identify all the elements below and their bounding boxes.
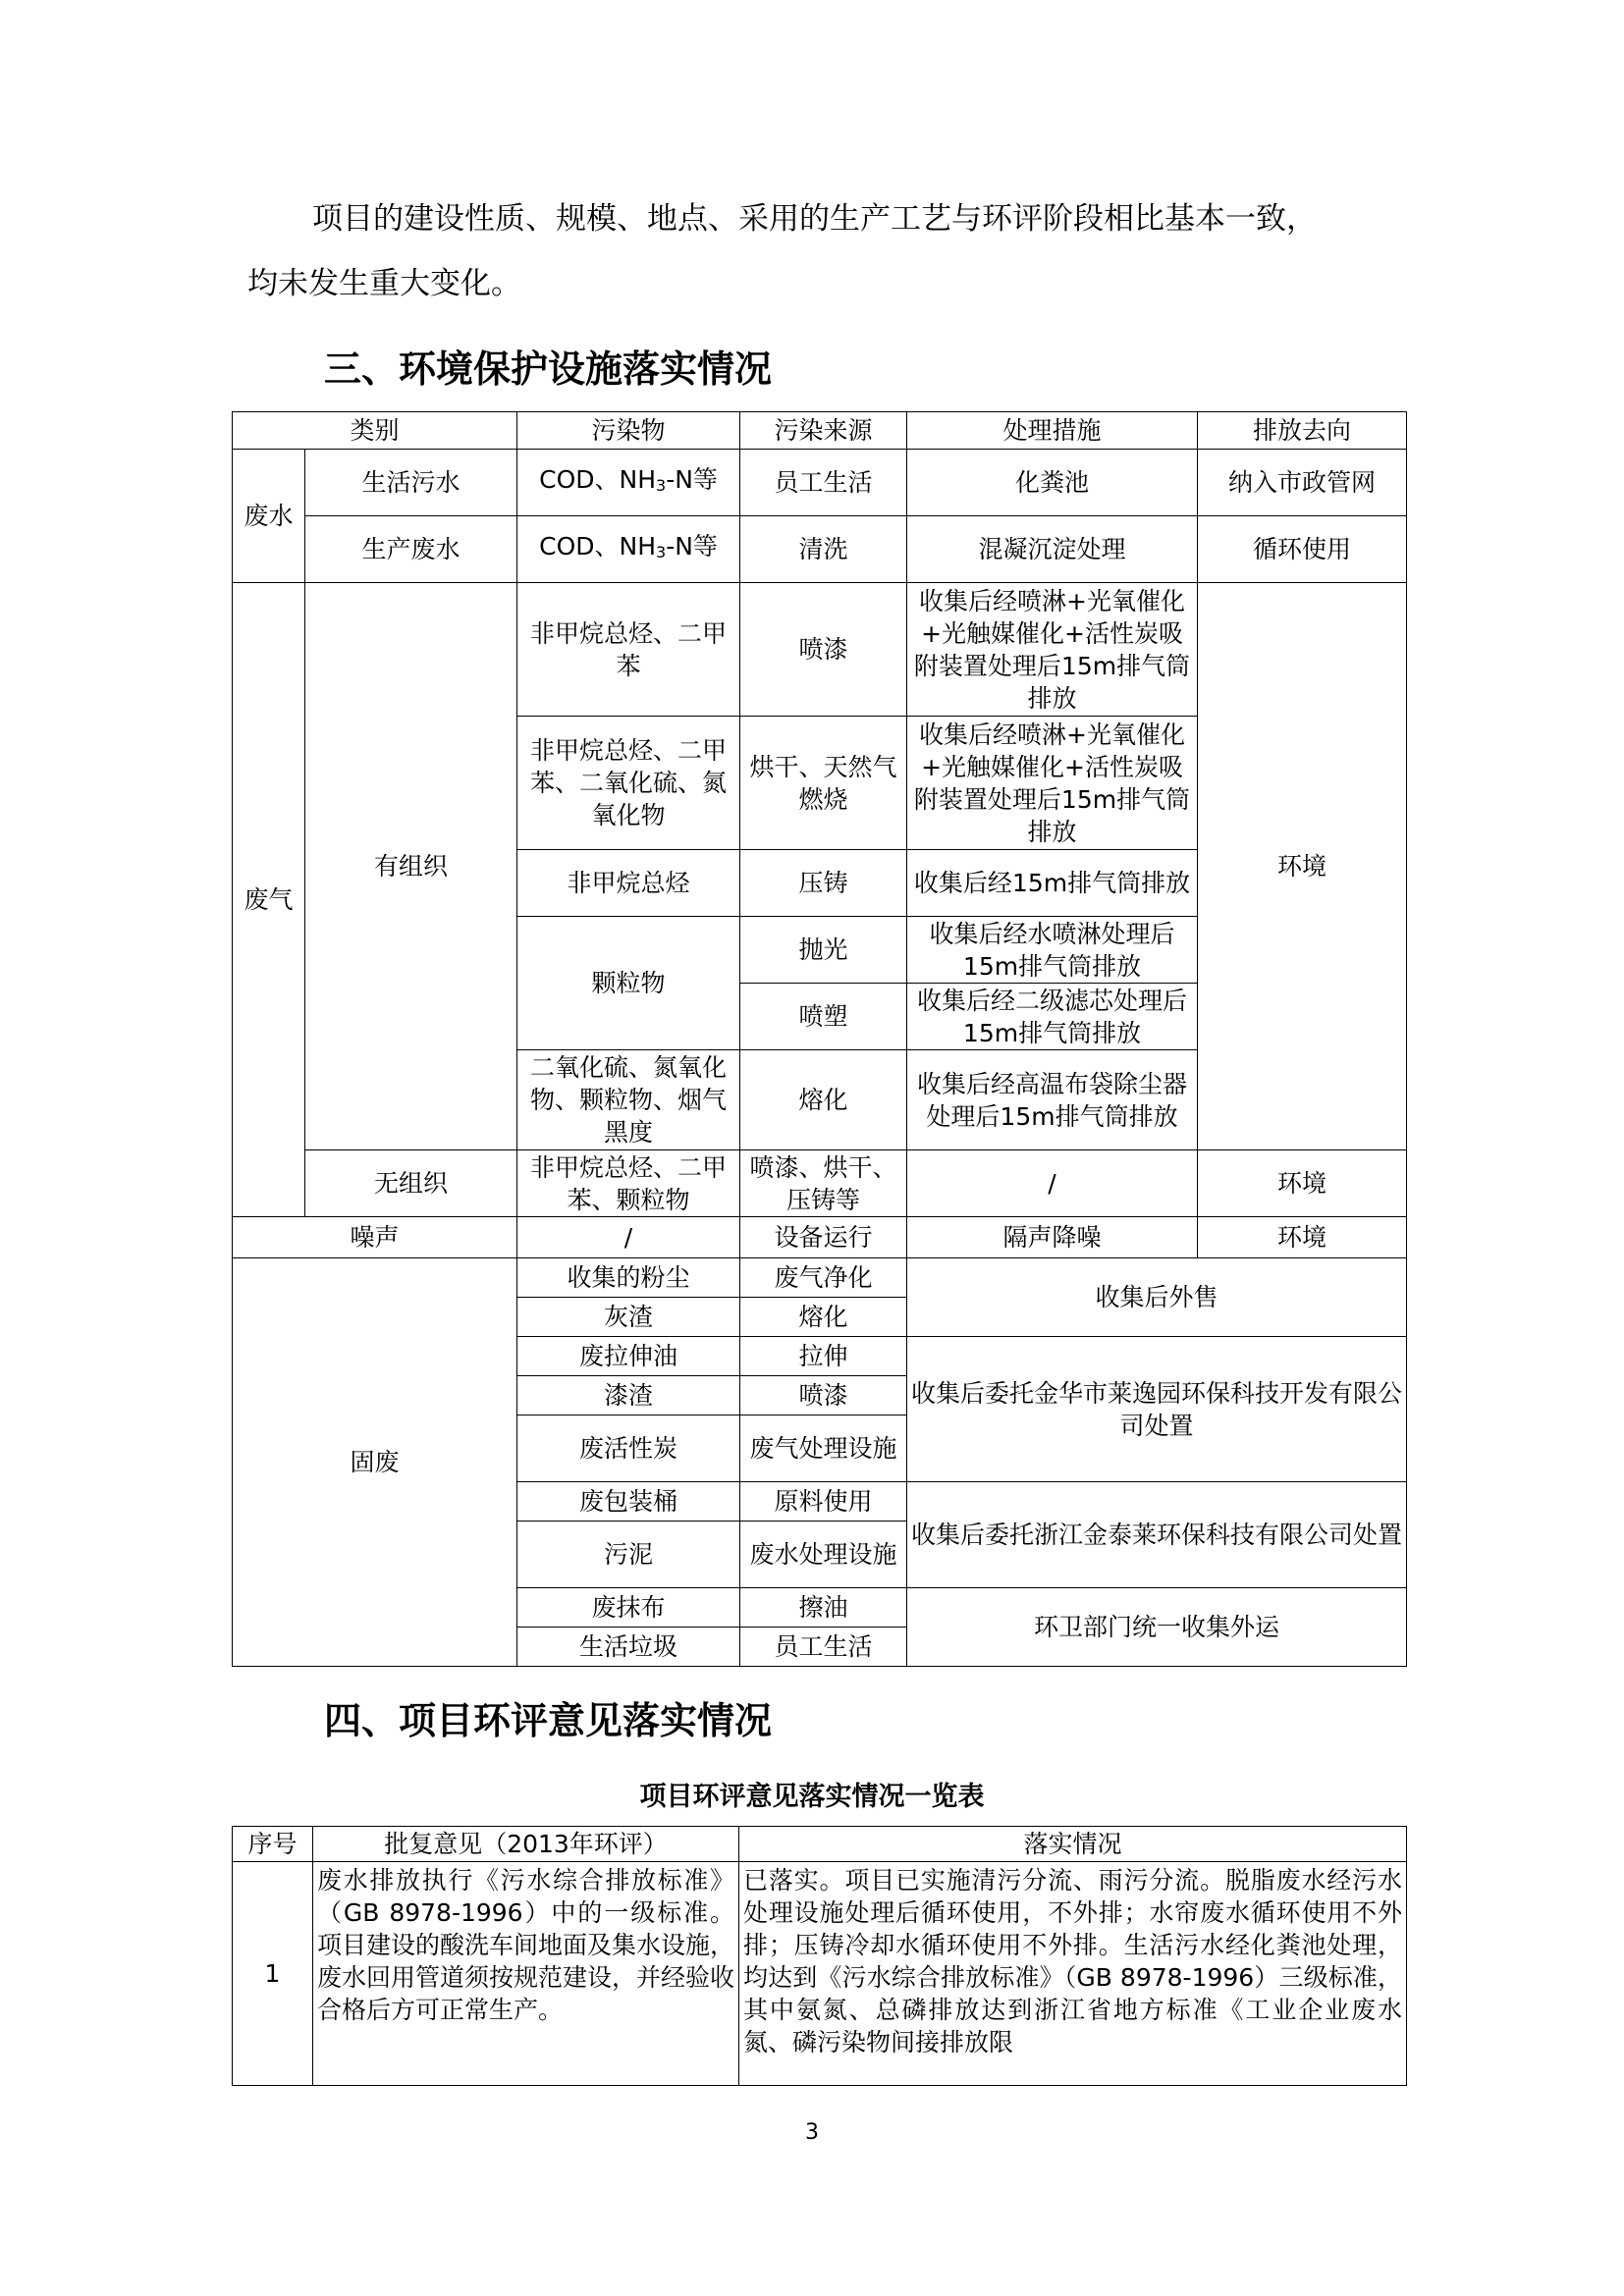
wastewater-source: 员工生活 [740,450,907,516]
wastewater-pollutant: COD、$NH_3-N$等 [517,516,740,583]
category-exhaust: 废气 [233,583,305,1217]
solid-source: 原料使用 [740,1482,907,1522]
table-header-row [233,1827,1407,1862]
row-opinion: 废水排放执行《污水综合排放标准》（GB 8978-1996）中的一级标准。项目建设的酸洗车间地面及集水设施，废水回用管道须按规范建设，并经验收合格后方可正常生产。 [313,1862,739,2086]
solid-source: 废气净化 [740,1258,907,1298]
exhaust-pollutant: 非甲烷总烃、二甲苯、颗粒物 [517,1150,740,1217]
header-category: 类别 [233,412,517,450]
eia-opinions-table [232,1826,1407,2086]
solid-source: 员工生活 [740,1628,907,1667]
exhaust-measure: 收集后经高温布袋除尘器处理后15m排气筒排放 [907,1050,1198,1150]
table-2-caption: 项目环评意见落实情况一览表 [639,1782,985,1812]
intro-line-2: 均未发生重大变化。 [247,266,521,301]
category-noise: 噪声 [233,1217,517,1258]
solid-disposal: 收集后委托浙江金泰莱环保科技有限公司处置 [907,1482,1407,1588]
exhaust-source: 熔化 [740,1050,907,1150]
page-number: 3 [805,2120,819,2145]
wastewater-pollutant: COD、$NH_3-N$等 [517,450,740,516]
env-facilities-table [232,411,1407,1667]
exhaust-measure: 收集后经15m排气筒排放 [907,850,1198,917]
solid-disposal: 收集后委托金华市莱逸园环保科技开发有限公司处置 [907,1337,1407,1482]
exhaust-source: 喷塑 [740,984,907,1050]
table-row [233,1150,1407,1217]
exhaust-measure: / [907,1150,1198,1217]
solid-disposal: 环卫部门统一收集外运 [907,1588,1407,1667]
intro-paragraph [247,187,1406,316]
exhaust-source: 喷漆、烘干、压铸等 [740,1150,907,1217]
solid-pollutant: 废抹布 [517,1588,740,1628]
table-row [233,1862,1407,2086]
header-opinion: 批复意见（2013年环评） [313,1827,739,1862]
wastewater-destination: 纳入市政管网 [1198,450,1407,516]
exhaust-measure: 收集后经喷淋+光氧催化+光触媒催化+活性炭吸附装置处理后15m排气筒排放 [907,583,1198,717]
exhaust-source: 烘干、天然气燃烧 [740,717,907,850]
noise-destination: 环境 [1198,1217,1407,1258]
wastewater-type: 生产废水 [305,516,517,583]
table-row [233,516,1407,583]
solid-pollutant: 收集的粉尘 [517,1258,740,1298]
header-destination: 排放去向 [1198,412,1407,450]
exhaust-unorganized-destination: 环境 [1198,1150,1407,1217]
wastewater-destination: 循环使用 [1198,516,1407,583]
wastewater-type: 生活污水 [305,450,517,516]
header-status: 落实情况 [739,1827,1407,1862]
header-source: 污染来源 [740,412,907,450]
solid-pollutant: 废拉伸油 [517,1337,740,1376]
solid-pollutant: 生活垃圾 [517,1628,740,1667]
category-wastewater: 废水 [233,450,305,583]
table-row [233,450,1407,516]
exhaust-organized-label: 有组织 [305,583,517,1150]
wastewater-measure: 混凝沉淀处理 [907,516,1198,583]
exhaust-measure: 收集后经二级滤芯处理后15m排气筒排放 [907,984,1198,1050]
header-pollutant: 污染物 [517,412,740,450]
solid-source: 拉伸 [740,1337,907,1376]
exhaust-measure: 收集后经喷淋+光氧催化+光触媒催化+活性炭吸附装置处理后15m排气筒排放 [907,717,1198,850]
solid-pollutant: 污泥 [517,1522,740,1588]
solid-source: 熔化 [740,1298,907,1337]
solid-disposal: 收集后外售 [907,1258,1407,1337]
exhaust-organized-destination: 环境 [1198,583,1407,1150]
exhaust-pollutant: 非甲烷总烃、二甲苯、二氧化硫、氮氧化物 [517,717,740,850]
exhaust-pollutant: 非甲烷总烃、二甲苯 [517,583,740,717]
exhaust-measure: 收集后经水喷淋处理后15m排气筒排放 [907,917,1198,984]
wastewater-source: 清洗 [740,516,907,583]
exhaust-source: 抛光 [740,917,907,984]
exhaust-pollutant: 二氧化硫、氮氧化物、颗粒物、烟气黑度 [517,1050,740,1150]
intro-line-1: 项目的建设性质、规模、地点、采用的生产工艺与环评阶段相比基本一致， [312,201,1317,237]
noise-source: 设备运行 [740,1217,907,1258]
header-measure: 处理措施 [907,412,1198,450]
row-no: 1 [233,1862,313,2086]
solid-source: 废水处理设施 [740,1522,907,1588]
wastewater-measure: 化粪池 [907,450,1198,516]
section-3-title: 三、环境保护设施落实情况 [324,347,773,391]
header-no: 序号 [233,1827,313,1862]
section-4-title: 四、项目环评意见落实情况 [324,1699,773,1742]
solid-pollutant: 漆渣 [517,1376,740,1415]
noise-measure: 隔声降噪 [907,1217,1198,1258]
table-row [233,1258,1407,1298]
solid-source: 擦油 [740,1588,907,1628]
exhaust-pollutant: 颗粒物 [517,917,740,1050]
exhaust-source: 喷漆 [740,583,907,717]
exhaust-source: 压铸 [740,850,907,917]
category-solid-waste: 固废 [233,1258,517,1667]
solid-source: 废气处理设施 [740,1415,907,1482]
table-header-row [233,412,1407,450]
noise-pollutant: / [517,1217,740,1258]
exhaust-pollutant: 非甲烷总烃 [517,850,740,917]
row-status: 已落实。项目已实施清污分流、雨污分流。脱脂废水经污水处理设施处理后循环使用，不外排；水帘废水循环使用不外排；压铸冷却水循环使用不外排。生活污水经化粪池处理，均达到《污水综合排放标准》（GB 8978-1996）三级标准，其中氨氮、总磷排放达到浙江省地方标准《工业企业废水氮、磷污染物间接排放限 [739,1862,1407,2086]
solid-pollutant: 废活性炭 [517,1415,740,1482]
solid-pollutant: 废包装桶 [517,1482,740,1522]
solid-source: 喷漆 [740,1376,907,1415]
solid-pollutant: 灰渣 [517,1298,740,1337]
exhaust-unorganized-label: 无组织 [305,1150,517,1217]
table-row [233,1217,1407,1258]
table-row [233,583,1407,717]
